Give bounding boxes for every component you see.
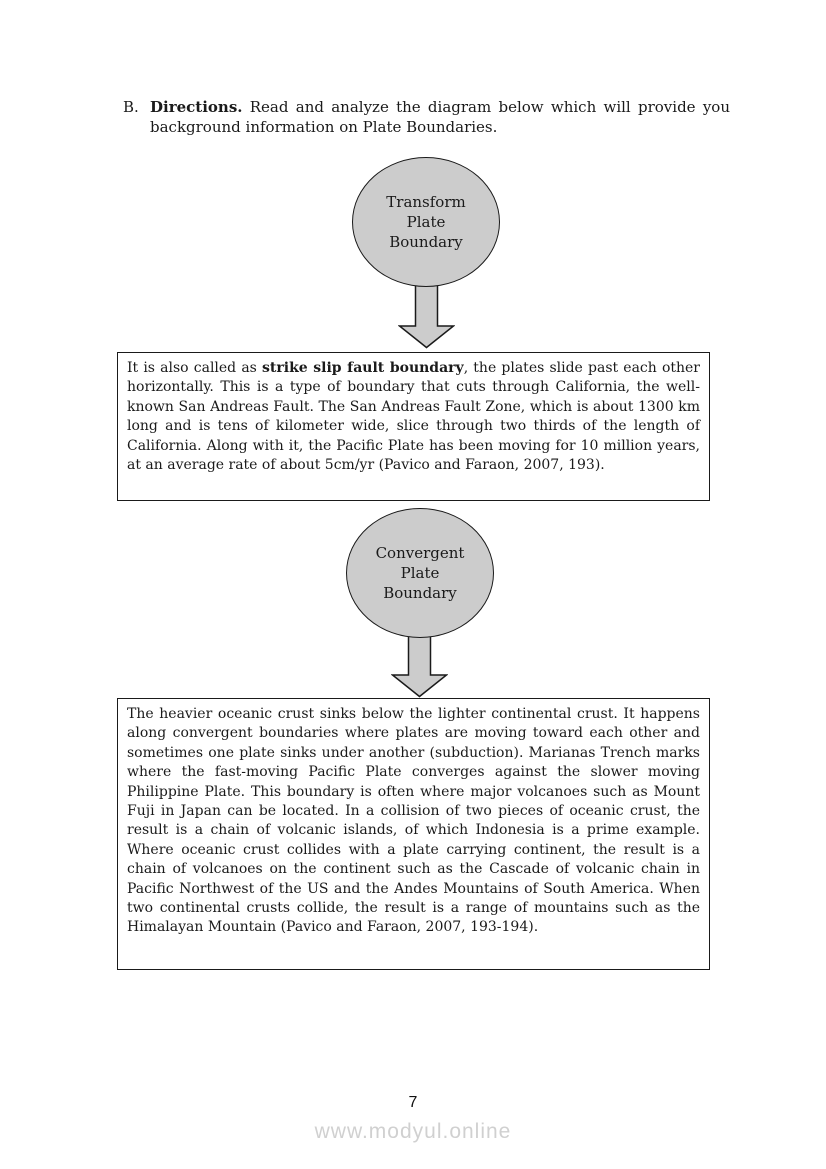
down-arrow-icon [391, 634, 448, 698]
node-label-line: Convergent [375, 544, 465, 562]
node-convergent-plate-boundary [346, 508, 494, 638]
directions-list-label: B. [123, 98, 139, 116]
convergent-boundary-description-box [117, 698, 710, 970]
directions-body: Read and analyze the diagram below which will provide you background information on Plate Boundaries. [150, 98, 730, 136]
node-label-line: Plate [400, 564, 440, 582]
description-text: It is also called as [127, 360, 263, 376]
watermark-text: www.modyul.online [314, 1120, 512, 1143]
down-arrow-shape [400, 285, 454, 348]
directions-text [150, 97, 730, 137]
transform-boundary-description-box [117, 352, 710, 501]
directions-title: Directions. [150, 98, 243, 116]
directions-heading [123, 97, 730, 137]
node-label-line: Transform [386, 193, 466, 211]
down-arrow-shape [393, 634, 447, 697]
description-text: , the plates slide past each other horizontally. This is a type of boundary that cuts through California, the well-known San Andreas Fault. The San Andreas Fault Zone, which is about 1300 km long and is tens of kilometer wide, slice through two thirds of the length of California. Along with it, the Pacific Plate has been moving for 10 million years, at an average rate of about 5cm/yr (Pavico and Faraon, 2007, 193). [127, 360, 700, 474]
page-number: 7 [408, 1094, 418, 1111]
down-arrow-icon [398, 285, 455, 349]
node-label-line: Boundary [389, 233, 463, 251]
node-transform-plate-boundary [352, 157, 500, 287]
node-label-line: Plate [406, 213, 446, 231]
description-bold-term: strike slip fault boundary [262, 360, 464, 376]
description-text: The heavier oceanic crust sinks below the lighter continental crust. It happens along convergent boundaries where plates are moving toward each other and sometimes one plate sinks under another (subduction). Marianas Trench marks where the fast-moving Pacific Plate converges against the slower moving Philippine Plate. This boundary is often where major volcanoes such as Mount Fuji in Japan can be located. In a collision of two pieces of oceanic crust, the result is a chain of volcanic islands, of which Indonesia is a prime example. Where oceanic crust collides with a plate carrying continent, the result is a chain of volcanoes on the continent such as the Cascade of volcanic chain in Pacific Northwest of the US and the Andes Mountains of South America. When two continental crusts collide, the result is a range of mountains such as the Himalayan Mountain (Pavico and Faraon, 2007, 193-194). [127, 706, 700, 936]
node-label-line: Boundary [383, 584, 457, 602]
